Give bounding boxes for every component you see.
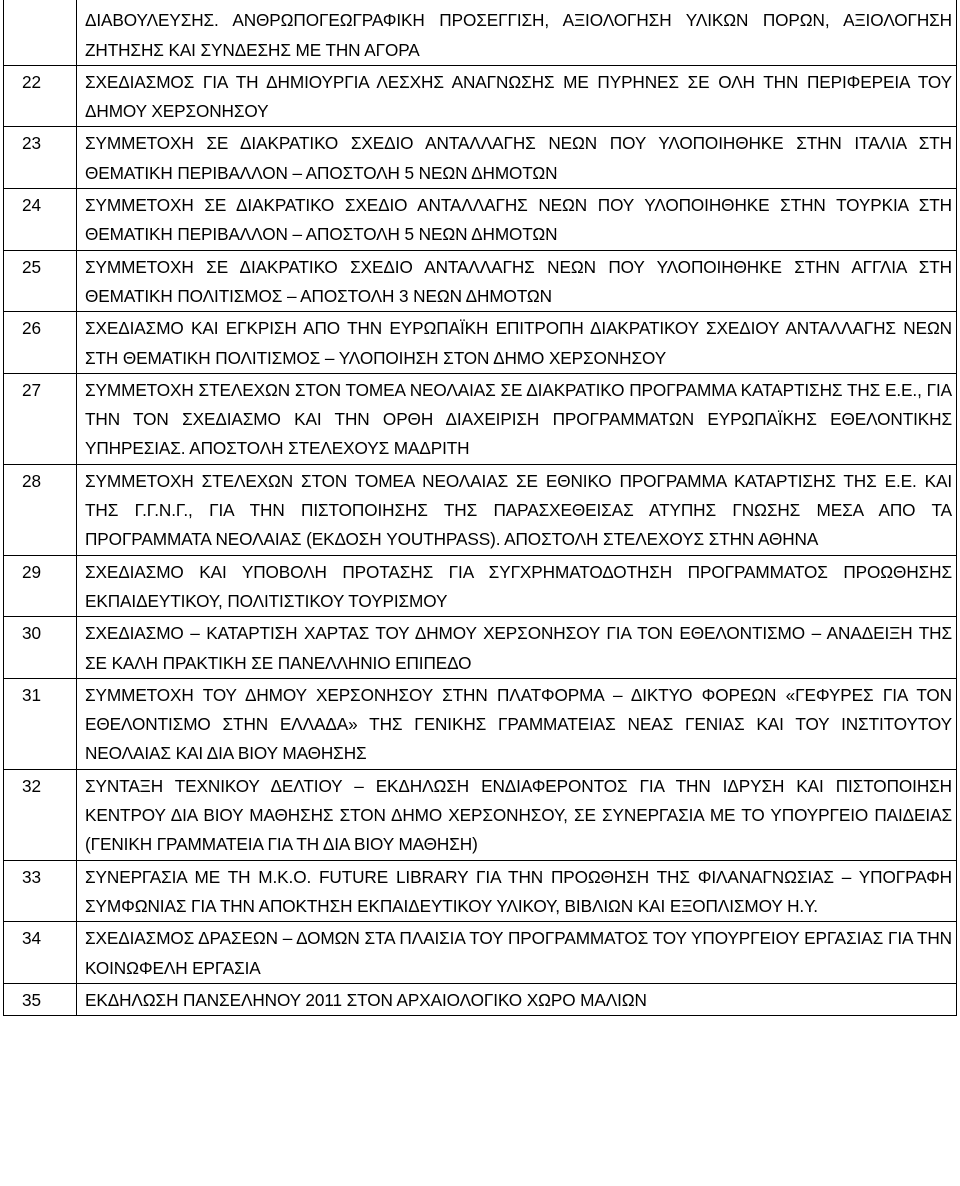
table-row (4, 373, 957, 464)
table-body (4, 0, 957, 1016)
row-description: ΣΥΝΕΡΓΑΣΙΑ ΜΕ ΤΗ Μ.Κ.Ο. FUTURE LIBRARY ΓΙΑ ΤΗΝ ΠΡΟΩΘΗΣΗ ΤΗΣ ΦΙΛΑΝΑΓΝΩΣΙΑΣ – ΥΠΟΓΡΑΦΗ ΣΥΜΦΩΝΙΑΣ ΓΙΑ ΤΗΝ ΑΠΟΚΤΗΣΗ ΕΚΠΑΙΔΕΥΤΙΚΟΥ ΥΛΙΚΟΥ, ΒΙΒΛΙΩΝ ΚΑΙ ΕΞΟΠΛΙΣΜΟΥ Η.Υ. (77, 860, 957, 922)
row-number: 23 (4, 127, 77, 189)
table-row (4, 922, 957, 984)
table-row (4, 464, 957, 555)
table-row (4, 189, 957, 251)
row-number: 31 (4, 678, 77, 769)
row-description: ΣΥΜΜΕΤΟΧΗ ΣΤΕΛΕΧΩΝ ΣΤΟΝ ΤΟΜΕΑ ΝΕΟΛΑΙΑΣ ΣΕ ΕΘΝΙΚΟ ΠΡΟΓΡΑΜΜΑ ΚΑΤΑΡΤΙΣΗΣ ΤΗΣ Ε.Ε. ΚΑΙ ΤΗΣ Γ.Γ.Ν.Γ., ΓΙΑ ΤΗΝ ΠΙΣΤΟΠΟΙΗΣΗΣ ΤΗΣ ΠΑΡΑΣΧΕΘΕΙΣΑΣ ΑΤΥΠΗΣ ΓΝΩΣΗΣ ΜΕΣΑ ΑΠΟ ΤΑ ΠΡΟΓΡΑΜΜΑΤΑ ΝΕΟΛΑΙΑΣ (ΕΚΔΟΣΗ YOUTHPASS). ΑΠΟΣΤΟΛΗ ΣΤΕΛΕΧΟΥΣ ΣΤΗΝ ΑΘΗΝΑ (77, 464, 957, 555)
table-row (4, 312, 957, 374)
row-description: ΣΧΕΔΙΑΣΜΟΣ ΓΙΑ ΤΗ ΔΗΜΙΟΥΡΓΙΑ ΛΕΣΧΗΣ ΑΝΑΓΝΩΣΗΣ ΜΕ ΠΥΡΗΝΕΣ ΣΕ ΟΛΗ ΤΗΝ ΠΕΡΙΦΕΡΕΙΑ ΤΟΥ ΔΗΜΟΥ ΧΕΡΣΟΝΗΣΟΥ (77, 65, 957, 127)
table-row (4, 769, 957, 860)
row-number: 29 (4, 555, 77, 617)
row-description: ΣΧΕΔΙΑΣΜΟ ΚΑΙ ΕΓΚΡΙΣΗ ΑΠΟ ΤΗΝ ΕΥΡΩΠΑΪΚΗ ΕΠΙΤΡΟΠΗ ΔΙΑΚΡΑΤΙΚΟΥ ΣΧΕΔΙΟΥ ΑΝΤΑΛΛΑΓΗΣ ΝΕΩΝ ΣΤΗ ΘΕΜΑΤΙΚΗ ΠΟΛΙΤΙΣΜΟΣ – ΥΛΟΠΟΙΗΣΗ ΣΤΟΝ ΔΗΜΟ ΧΕΡΣΟΝΗΣΟΥ (77, 312, 957, 374)
row-description: ΣΥΜΜΕΤΟΧΗ ΤΟΥ ΔΗΜΟΥ ΧΕΡΣΟΝΗΣΟΥ ΣΤΗΝ ΠΛΑΤΦΟΡΜΑ – ΔΙΚΤΥΟ ΦΟΡΕΩΝ «ΓΕΦΥΡΕΣ ΓΙΑ ΤΟΝ ΕΘΕΛΟΝΤΙΣΜΟ ΣΤΗΝ ΕΛΛΑΔΑ» ΤΗΣ ΓΕΝΙΚΗΣ ΓΡΑΜΜΑΤΕΙΑΣ ΝΕΑΣ ΓΕΝΙΑΣ ΚΑΙ ΤΟΥ ΙΝΣΤΙΤΟΥΤΟΥ ΝΕΟΛΑΙΑΣ ΚΑΙ ΔΙΑ ΒΙΟΥ ΜΑΘΗΣΗΣ (77, 678, 957, 769)
table-row (4, 0, 957, 65)
row-description: ΣΥΜΜΕΤΟΧΗ ΣΤΕΛΕΧΩΝ ΣΤΟΝ ΤΟΜΕΑ ΝΕΟΛΑΙΑΣ ΣΕ ΔΙΑΚΡΑΤΙΚΟ ΠΡΟΓΡΑΜΜΑ ΚΑΤΑΡΤΙΣΗΣ ΤΗΣ Ε.Ε., ΓΙΑ ΤΗΝ ΤΟΝ ΣΧΕΔΙΑΣΜΟ ΚΑΙ ΤΗΝ ΟΡΘΗ ΔΙΑΧΕΙΡΙΣΗ ΠΡΟΓΡΑΜΜΑΤΩΝ ΕΥΡΩΠΑΪΚΗΣ ΕΘΕΛΟΝΤΙΚΗΣ ΥΠΗΡΕΣΙΑΣ. ΑΠΟΣΤΟΛΗ ΣΤΕΛΕΧΟΥΣ ΜΑΔΡΙΤΗ (77, 373, 957, 464)
row-number: 34 (4, 922, 77, 984)
row-description: ΣΥΜΜΕΤΟΧΗ ΣΕ ΔΙΑΚΡΑΤΙΚΟ ΣΧΕΔΙΟ ΑΝΤΑΛΛΑΓΗΣ ΝΕΩΝ ΠΟΥ ΥΛΟΠΟΙΗΘΗΚΕ ΣΤΗΝ ΙΤΑΛΙΑ ΣΤΗ ΘΕΜΑΤΙΚΗ ΠΕΡΙΒΑΛΛΟΝ – ΑΠΟΣΤΟΛΗ 5 ΝΕΩΝ ΔΗΜΟΤΩΝ (77, 127, 957, 189)
row-description: ΣΧΕΔΙΑΣΜΟ – ΚΑΤΑΡΤΙΣΗ ΧΑΡΤΑΣ ΤΟΥ ΔΗΜΟΥ ΧΕΡΣΟΝΗΣΟΥ ΓΙΑ ΤΟΝ ΕΘΕΛΟΝΤΙΣΜΟ – ΑΝΑΔΕΙΞΗ ΤΗΣ ΣΕ ΚΑΛΗ ΠΡΑΚΤΙΚΗ ΣΕ ΠΑΝΕΛΛΗΝΙΟ ΕΠΙΠΕΔΟ (77, 617, 957, 679)
row-number: 22 (4, 65, 77, 127)
row-number: 28 (4, 464, 77, 555)
row-number: 27 (4, 373, 77, 464)
table-row (4, 127, 957, 189)
table-row (4, 678, 957, 769)
row-number: 25 (4, 250, 77, 312)
row-description: ΕΚΔΗΛΩΣΗ ΠΑΝΣΕΛΗΝΟΥ 2011 ΣΤΟΝ ΑΡΧΑΙΟΛΟΓΙΚΟ ΧΩΡΟ ΜΑΛΙΩΝ (77, 983, 957, 1015)
table-row (4, 617, 957, 679)
row-number: 26 (4, 312, 77, 374)
row-description: ΣΥΜΜΕΤΟΧΗ ΣΕ ΔΙΑΚΡΑΤΙΚΟ ΣΧΕΔΙΟ ΑΝΤΑΛΛΑΓΗΣ ΝΕΩΝ ΠΟΥ ΥΛΟΠΟΙΗΘΗΚΕ ΣΤΗΝ ΤΟΥΡΚΙΑ ΣΤΗ ΘΕΜΑΤΙΚΗ ΠΕΡΙΒΑΛΛΟΝ – ΑΠΟΣΤΟΛΗ 5 ΝΕΩΝ ΔΗΜΟΤΩΝ (77, 189, 957, 251)
row-number: 32 (4, 769, 77, 860)
row-description: ΣΧΕΔΙΑΣΜΟΣ ΔΡΑΣΕΩΝ – ΔΟΜΩΝ ΣΤΑ ΠΛΑΙΣΙΑ ΤΟΥ ΠΡΟΓΡΑΜΜΑΤΟΣ ΤΟΥ ΥΠΟΥΡΓΕΙΟΥ ΕΡΓΑΣΙΑΣ ΓΙΑ ΤΗΝ ΚΟΙΝΩΦΕΛΗ ΕΡΓΑΣΙΑ (77, 922, 957, 984)
table-row (4, 983, 957, 1015)
row-description: ΔΙΑΒΟΥΛΕΥΣΗΣ. ΑΝΘΡΩΠΟΓΕΩΓΡΑΦΙΚΗ ΠΡΟΣΕΓΓΙΣΗ, ΑΞΙΟΛΟΓΗΣΗ ΥΛΙΚΩΝ ΠΟΡΩΝ, ΑΞΙΟΛΟΓΗΣΗ ΖΗΤΗΣΗΣ ΚΑΙ ΣΥΝΔΕΣΗΣ ΜΕ ΤΗΝ ΑΓΟΡΑ (77, 0, 957, 65)
table-row (4, 555, 957, 617)
row-number (4, 0, 77, 65)
row-number: 35 (4, 983, 77, 1015)
activities-table (3, 0, 957, 1016)
row-description: ΣΥΜΜΕΤΟΧΗ ΣΕ ΔΙΑΚΡΑΤΙΚΟ ΣΧΕΔΙΟ ΑΝΤΑΛΛΑΓΗΣ ΝΕΩΝ ΠΟΥ ΥΛΟΠΟΙΗΘΗΚΕ ΣΤΗΝ ΑΓΓΛΙΑ ΣΤΗ ΘΕΜΑΤΙΚΗ ΠΟΛΙΤΙΣΜΟΣ – ΑΠΟΣΤΟΛΗ 3 ΝΕΩΝ ΔΗΜΟΤΩΝ (77, 250, 957, 312)
row-description: ΣΥΝΤΑΞΗ ΤΕΧΝΙΚΟΥ ΔΕΛΤΙΟΥ – ΕΚΔΗΛΩΣΗ ΕΝΔΙΑΦΕΡΟΝΤΟΣ ΓΙΑ ΤΗΝ ΙΔΡΥΣΗ ΚΑΙ ΠΙΣΤΟΠΟΙΗΣΗ ΚΕΝΤΡΟΥ ΔΙΑ ΒΙΟΥ ΜΑΘΗΣΗΣ ΣΤΟΝ ΔΗΜΟ ΧΕΡΣΟΝΗΣΟΥ, ΣΕ ΣΥΝΕΡΓΑΣΙΑ ΜΕ ΤΟ ΥΠΟΥΡΓΕΙΟ ΠΑΙΔΕΙΑΣ (ΓΕΝΙΚΗ ΓΡΑΜΜΑΤΕΙΑ ΓΙΑ ΤΗ ΔΙΑ ΒΙΟΥ ΜΑΘΗΣΗ) (77, 769, 957, 860)
table-row (4, 250, 957, 312)
row-description: ΣΧΕΔΙΑΣΜΟ ΚΑΙ ΥΠΟΒΟΛΗ ΠΡΟΤΑΣΗΣ ΓΙΑ ΣΥΓΧΡΗΜΑΤΟΔΟΤΗΣΗ ΠΡΟΓΡΑΜΜΑΤΟΣ ΠΡΟΩΘΗΣΗΣ ΕΚΠΑΙΔΕΥΤΙΚΟΥ, ΠΟΛΙΤΙΣΤΙΚΟΥ ΤΟΥΡΙΣΜΟΥ (77, 555, 957, 617)
row-number: 30 (4, 617, 77, 679)
row-number: 24 (4, 189, 77, 251)
table-row (4, 65, 957, 127)
row-number: 33 (4, 860, 77, 922)
table-row (4, 860, 957, 922)
